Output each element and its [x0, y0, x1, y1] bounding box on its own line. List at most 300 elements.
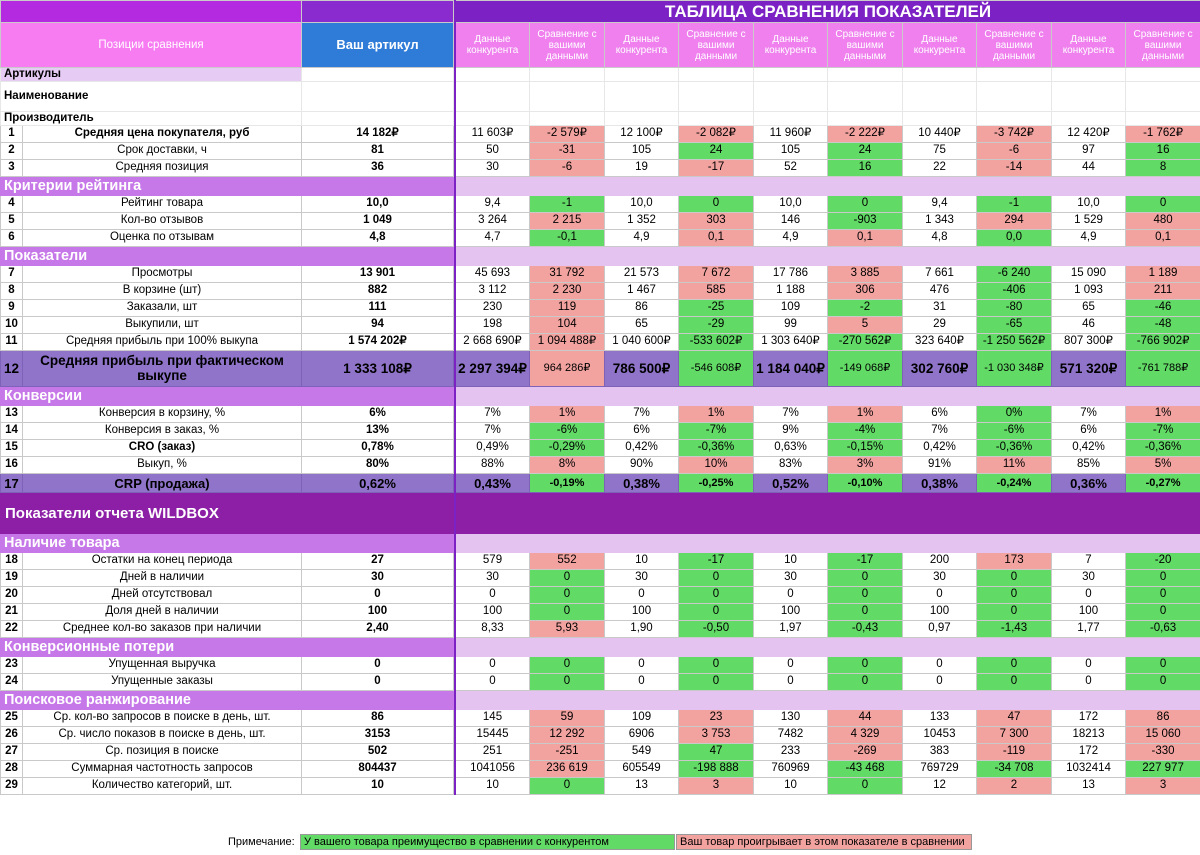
competitor-value: 21 573 [605, 266, 679, 283]
competitor-value: 9% [754, 423, 828, 440]
comparison-value: 0,0 [977, 230, 1052, 247]
competitor-value: 0 [1052, 587, 1126, 604]
info-cell [754, 68, 828, 82]
comparison-value: -17 [679, 553, 754, 570]
metric-name: CRP (продажа) [23, 474, 302, 493]
comparison-value: 0 [828, 657, 903, 674]
info-label: Наименование [1, 82, 302, 112]
competitor-value: 1,97 [754, 621, 828, 638]
row-number: 16 [1, 457, 23, 474]
competitor-value: 105 [605, 143, 679, 160]
metric-row [1, 213, 1200, 230]
metric-name: Выкупили, шт [23, 317, 302, 334]
compare-header: Сравнение с вашими данными [1126, 23, 1200, 68]
metric-row [1, 160, 1200, 177]
info-cell [605, 112, 679, 126]
comparison-value: 5 [828, 317, 903, 334]
competitor-value: 9,4 [903, 196, 977, 213]
section-fill [456, 691, 1200, 710]
competitor-value: 198 [456, 317, 530, 334]
comparison-value: 0 [679, 674, 754, 691]
info-row [1, 112, 1200, 126]
your-value: 2,40 [302, 621, 454, 638]
competitor-value: 0 [605, 587, 679, 604]
comparison-value: 0 [977, 570, 1052, 587]
comparison-value: 7 672 [679, 266, 754, 283]
competitor-value: 46 [1052, 317, 1126, 334]
competitor-value: 1041056 [456, 761, 530, 778]
competitor-value: 11 960₽ [754, 126, 828, 143]
competitor-value: 0,97 [903, 621, 977, 638]
competitor-value: 0,42% [605, 440, 679, 457]
info-cell [605, 82, 679, 112]
comparison-value: -0,29% [530, 440, 605, 457]
your-article-header: Ваш артикул [302, 23, 454, 68]
metric-row [1, 727, 1200, 744]
info-cell [1052, 82, 1126, 112]
info-cell [1126, 112, 1200, 126]
competitor-value: 65 [605, 317, 679, 334]
comparison-value: -46 [1126, 300, 1200, 317]
info-cell [530, 68, 605, 82]
section-fill [456, 534, 1200, 553]
competitor-value: 30 [456, 160, 530, 177]
competitor-value: 0 [605, 674, 679, 691]
comparison-value: 2 215 [530, 213, 605, 230]
metric-row [1, 196, 1200, 213]
comparison-value: 119 [530, 300, 605, 317]
comparison-value: 585 [679, 283, 754, 300]
comparison-value: 0% [977, 406, 1052, 423]
comparison-value: 0 [1126, 657, 1200, 674]
comparison-value: -2 222₽ [828, 126, 903, 143]
comparison-value: 1 189 [1126, 266, 1200, 283]
row-number: 25 [1, 710, 23, 727]
your-value: 14 182₽ [302, 126, 454, 143]
section-row [1, 691, 1200, 710]
note-advantage: У вашего товара преимущество в сравнении с конкурентом [300, 834, 675, 850]
your-value: 0 [302, 674, 454, 691]
competitor-value: 12 [903, 778, 977, 795]
your-value: 0 [302, 587, 454, 604]
competitor-value: 50 [456, 143, 530, 160]
comparison-value: 104 [530, 317, 605, 334]
comparison-value: -2 082₽ [679, 126, 754, 143]
row-number: 26 [1, 727, 23, 744]
competitor-value: 0 [903, 674, 977, 691]
competitor-value: 6% [605, 423, 679, 440]
row-number: 27 [1, 744, 23, 761]
info-value [302, 112, 454, 126]
competitor-value: 6% [903, 406, 977, 423]
comparison-value: 24 [679, 143, 754, 160]
comparison-value: -1 030 348₽ [977, 351, 1052, 387]
metric-name: Среднее кол-во заказов при наличии [23, 621, 302, 638]
metric-name: Конверсия в корзину, % [23, 406, 302, 423]
info-cell [456, 112, 530, 126]
metric-name: Просмотры [23, 266, 302, 283]
competitor-value: 105 [754, 143, 828, 160]
comparison-value: -406 [977, 283, 1052, 300]
competitor-value: 30 [605, 570, 679, 587]
section-title: Показатели [1, 247, 454, 266]
comparison-value: 8 [1126, 160, 1200, 177]
section-title: Конверсионные потери [1, 638, 454, 657]
comparison-value: -29 [679, 317, 754, 334]
comparison-value: 0 [828, 674, 903, 691]
comparison-value: 3 885 [828, 266, 903, 283]
competitor-value: 10 [456, 778, 530, 795]
competitor-value: 807 300₽ [1052, 334, 1126, 351]
info-cell [754, 112, 828, 126]
row-number: 9 [1, 300, 23, 317]
competitor-value: 0 [456, 587, 530, 604]
info-cell [456, 68, 530, 82]
competitor-value: 1 184 040₽ [754, 351, 828, 387]
metric-row [1, 283, 1200, 300]
metric-name: Заказали, шт [23, 300, 302, 317]
title-row [1, 1, 1200, 23]
competitor-value: 7% [605, 406, 679, 423]
metric-row [1, 657, 1200, 674]
competitor-value: 75 [903, 143, 977, 160]
your-value: 0,62% [302, 474, 454, 493]
competitor-value: 0,49% [456, 440, 530, 457]
comparison-value: 0 [679, 587, 754, 604]
comparison-value: 306 [828, 283, 903, 300]
metric-name: Количество категорий, шт. [23, 778, 302, 795]
competitor-value: 0 [456, 674, 530, 691]
comparison-value: -0,36% [1126, 440, 1200, 457]
section-row [1, 387, 1200, 406]
competitor-value: 45 693 [456, 266, 530, 283]
metric-name: В корзине (шт) [23, 283, 302, 300]
competitor-value: 4,9 [754, 230, 828, 247]
competitor-value: 145 [456, 710, 530, 727]
comparison-value: 1% [1126, 406, 1200, 423]
comparison-value: 480 [1126, 213, 1200, 230]
comparison-value: 303 [679, 213, 754, 230]
competitor-value: 10453 [903, 727, 977, 744]
competitor-value: 579 [456, 553, 530, 570]
metric-row [1, 674, 1200, 691]
competitor-value: 88% [456, 457, 530, 474]
compare-header: Сравнение с вашими данными [977, 23, 1052, 68]
comparison-value: 1% [679, 406, 754, 423]
comparison-value: -17 [679, 160, 754, 177]
competitor-value: 86 [605, 300, 679, 317]
competitor-value: 760969 [754, 761, 828, 778]
info-cell [977, 68, 1052, 82]
comparison-value: 964 286₽ [530, 351, 605, 387]
comparison-value: 16 [828, 160, 903, 177]
competitor-value: 2 297 394₽ [456, 351, 530, 387]
competitor-value: 13 [605, 778, 679, 795]
report-section-row [1, 493, 1200, 534]
metric-name: Дней отсутствовал [23, 587, 302, 604]
comparison-value: 0 [828, 587, 903, 604]
comparison-value: 16 [1126, 143, 1200, 160]
competitor-value: 90% [605, 457, 679, 474]
comparison-value: -0,19% [530, 474, 605, 493]
comparison-value: 10% [679, 457, 754, 474]
info-cell [903, 112, 977, 126]
competitor-value: 3 112 [456, 283, 530, 300]
competitor-value: 30 [754, 570, 828, 587]
row-number: 15 [1, 440, 23, 457]
info-label: Производитель [1, 112, 302, 126]
comparison-value: 0 [977, 674, 1052, 691]
competitor-value: 10,0 [1052, 196, 1126, 213]
competitor-value: 6906 [605, 727, 679, 744]
comparison-value: -2 [828, 300, 903, 317]
competitor-value: 571 320₽ [1052, 351, 1126, 387]
competitor-value: 52 [754, 160, 828, 177]
section-title: Критерии рейтинга [1, 177, 454, 196]
competitor-value: 4,7 [456, 230, 530, 247]
competitor-value: 18213 [1052, 727, 1126, 744]
info-cell [754, 82, 828, 112]
competitor-value: 29 [903, 317, 977, 334]
metric-row [1, 423, 1200, 440]
comparison-value: 552 [530, 553, 605, 570]
competitor-value: 1 529 [1052, 213, 1126, 230]
comparison-value: -198 888 [679, 761, 754, 778]
comparison-value: 0,1 [679, 230, 754, 247]
info-row [1, 68, 1200, 82]
metric-row [1, 317, 1200, 334]
competitor-header: Данные конкурента [1052, 23, 1126, 68]
competitor-value: 9,4 [456, 196, 530, 213]
comparison-value: 0 [679, 570, 754, 587]
competitor-value: 0 [903, 587, 977, 604]
positions-header: Позиции сравнения [1, 23, 302, 68]
comparison-value: 0 [530, 674, 605, 691]
metric-row [1, 587, 1200, 604]
competitor-value: 786 500₽ [605, 351, 679, 387]
competitor-value: 1 352 [605, 213, 679, 230]
row-number: 1 [1, 126, 23, 143]
metric-row [1, 300, 1200, 317]
comparison-value: 0 [977, 657, 1052, 674]
your-value: 13 901 [302, 266, 454, 283]
metric-row [1, 570, 1200, 587]
comparison-value: 0 [1126, 196, 1200, 213]
competitor-value: 109 [754, 300, 828, 317]
your-value: 3153 [302, 727, 454, 744]
info-cell [903, 68, 977, 82]
your-value: 80% [302, 457, 454, 474]
competitor-value: 8,33 [456, 621, 530, 638]
your-value: 6% [302, 406, 454, 423]
competitor-value: 4,8 [903, 230, 977, 247]
comparison-value: 0 [679, 657, 754, 674]
section-title: Конверсии [1, 387, 454, 406]
competitor-value: 0 [1052, 657, 1126, 674]
row-number: 4 [1, 196, 23, 213]
your-value: 30 [302, 570, 454, 587]
competitor-value: 0 [754, 657, 828, 674]
your-value: 804437 [302, 761, 454, 778]
your-value: 1 574 202₽ [302, 334, 454, 351]
comparison-value: 0 [1126, 570, 1200, 587]
your-value: 94 [302, 317, 454, 334]
competitor-value: 302 760₽ [903, 351, 977, 387]
row-number: 2 [1, 143, 23, 160]
row-number: 28 [1, 761, 23, 778]
competitor-value: 0,43% [456, 474, 530, 493]
info-value [302, 82, 454, 112]
metric-row [1, 778, 1200, 795]
row-number: 29 [1, 778, 23, 795]
metric-row [1, 761, 1200, 778]
comparison-value: -0,36% [679, 440, 754, 457]
section-title: Наличие товара [1, 534, 454, 553]
comparison-value: 86 [1126, 710, 1200, 727]
competitor-value: 0,52% [754, 474, 828, 493]
metric-name: Оценка по отзывам [23, 230, 302, 247]
comparison-value: -80 [977, 300, 1052, 317]
comparison-value: 47 [977, 710, 1052, 727]
comparison-value: -20 [1126, 553, 1200, 570]
comparison-value: -4% [828, 423, 903, 440]
competitor-value: 130 [754, 710, 828, 727]
competitor-value: 12 420₽ [1052, 126, 1126, 143]
metric-name: Остатки на конец периода [23, 553, 302, 570]
competitor-value: 1,90 [605, 621, 679, 638]
row-number: 10 [1, 317, 23, 334]
info-cell [530, 82, 605, 112]
comparison-value: -0,27% [1126, 474, 1200, 493]
competitor-value: 7% [1052, 406, 1126, 423]
info-cell [977, 82, 1052, 112]
your-value: 86 [302, 710, 454, 727]
competitor-value: 0 [754, 674, 828, 691]
competitor-value: 100 [903, 604, 977, 621]
metric-row [1, 143, 1200, 160]
comparison-value: -546 608₽ [679, 351, 754, 387]
comparison-value: -1 [530, 196, 605, 213]
competitor-value: 6% [1052, 423, 1126, 440]
row-number: 19 [1, 570, 23, 587]
comparison-value: -761 788₽ [1126, 351, 1200, 387]
comparison-value: 5% [1126, 457, 1200, 474]
metric-name: Ср. кол-во запросов в поиске в день, шт. [23, 710, 302, 727]
metric-row [1, 621, 1200, 638]
comparison-value: 15 060 [1126, 727, 1200, 744]
section-row [1, 177, 1200, 196]
title-blank-mid [302, 1, 454, 23]
competitor-value: 1032414 [1052, 761, 1126, 778]
competitor-value: 44 [1052, 160, 1126, 177]
your-value: 0 [302, 657, 454, 674]
competitor-value: 1,77 [1052, 621, 1126, 638]
comparison-value: -0,25% [679, 474, 754, 493]
metric-row [1, 334, 1200, 351]
info-row [1, 82, 1200, 112]
comparison-value: 59 [530, 710, 605, 727]
comparison-value: 0 [530, 778, 605, 795]
section-row [1, 534, 1200, 553]
competitor-value: 1 467 [605, 283, 679, 300]
competitor-value: 172 [1052, 710, 1126, 727]
comparison-value: 31 792 [530, 266, 605, 283]
comparison-value: -533 602₽ [679, 334, 754, 351]
row-number: 8 [1, 283, 23, 300]
comparison-value: 0,1 [828, 230, 903, 247]
comparison-value: -6 [977, 143, 1052, 160]
comparison-value: 23 [679, 710, 754, 727]
competitor-value: 100 [456, 604, 530, 621]
row-number: 14 [1, 423, 23, 440]
comparison-value: 0 [1126, 604, 1200, 621]
section-title: Поисковое ранжирование [1, 691, 454, 710]
competitor-value: 85% [1052, 457, 1126, 474]
your-value: 10 [302, 778, 454, 795]
competitor-value: 22 [903, 160, 977, 177]
your-value: 111 [302, 300, 454, 317]
comparison-value: -330 [1126, 744, 1200, 761]
report-section-fill [456, 493, 1200, 534]
competitor-value: 383 [903, 744, 977, 761]
competitor-value: 769729 [903, 761, 977, 778]
row-number: 5 [1, 213, 23, 230]
competitor-value: 0 [903, 657, 977, 674]
compare-header: Сравнение с вашими данными [828, 23, 903, 68]
info-cell [530, 112, 605, 126]
competitor-value: 10 [754, 778, 828, 795]
competitor-value: 0,63% [754, 440, 828, 457]
your-value: 13% [302, 423, 454, 440]
comparison-value: -1 762₽ [1126, 126, 1200, 143]
comparison-value: -903 [828, 213, 903, 230]
comparison-value: 3% [828, 457, 903, 474]
metric-row [1, 230, 1200, 247]
comparison-value: 1 094 488₽ [530, 334, 605, 351]
metric-name: Упущенная выручка [23, 657, 302, 674]
competitor-value: 100 [605, 604, 679, 621]
comparison-value: 0 [977, 587, 1052, 604]
your-value: 10,0 [302, 196, 454, 213]
metric-name: Доля дней в наличии [23, 604, 302, 621]
section-fill [456, 387, 1200, 406]
info-cell [679, 68, 754, 82]
comparison-value: 1% [828, 406, 903, 423]
comparison-value: 3 [679, 778, 754, 795]
comparison-value: -25 [679, 300, 754, 317]
competitor-value: 323 640₽ [903, 334, 977, 351]
competitor-value: 1 303 640₽ [754, 334, 828, 351]
competitor-value: 7% [903, 423, 977, 440]
comparison-value: -0,63 [1126, 621, 1200, 638]
your-value: 0,78% [302, 440, 454, 457]
metric-name: Дней в наличии [23, 570, 302, 587]
competitor-value: 133 [903, 710, 977, 727]
competitor-value: 30 [456, 570, 530, 587]
competitor-value: 17 786 [754, 266, 828, 283]
comparison-value: 3 753 [679, 727, 754, 744]
comparison-value: 24 [828, 143, 903, 160]
row-number: 24 [1, 674, 23, 691]
competitor-value: 233 [754, 744, 828, 761]
competitor-value: 0,42% [903, 440, 977, 457]
comparison-value: 0 [1126, 587, 1200, 604]
metric-row [1, 406, 1200, 423]
comparison-value: 47 [679, 744, 754, 761]
competitor-value: 7 661 [903, 266, 977, 283]
compare-header: Сравнение с вашими данными [530, 23, 605, 68]
competitor-value: 146 [754, 213, 828, 230]
